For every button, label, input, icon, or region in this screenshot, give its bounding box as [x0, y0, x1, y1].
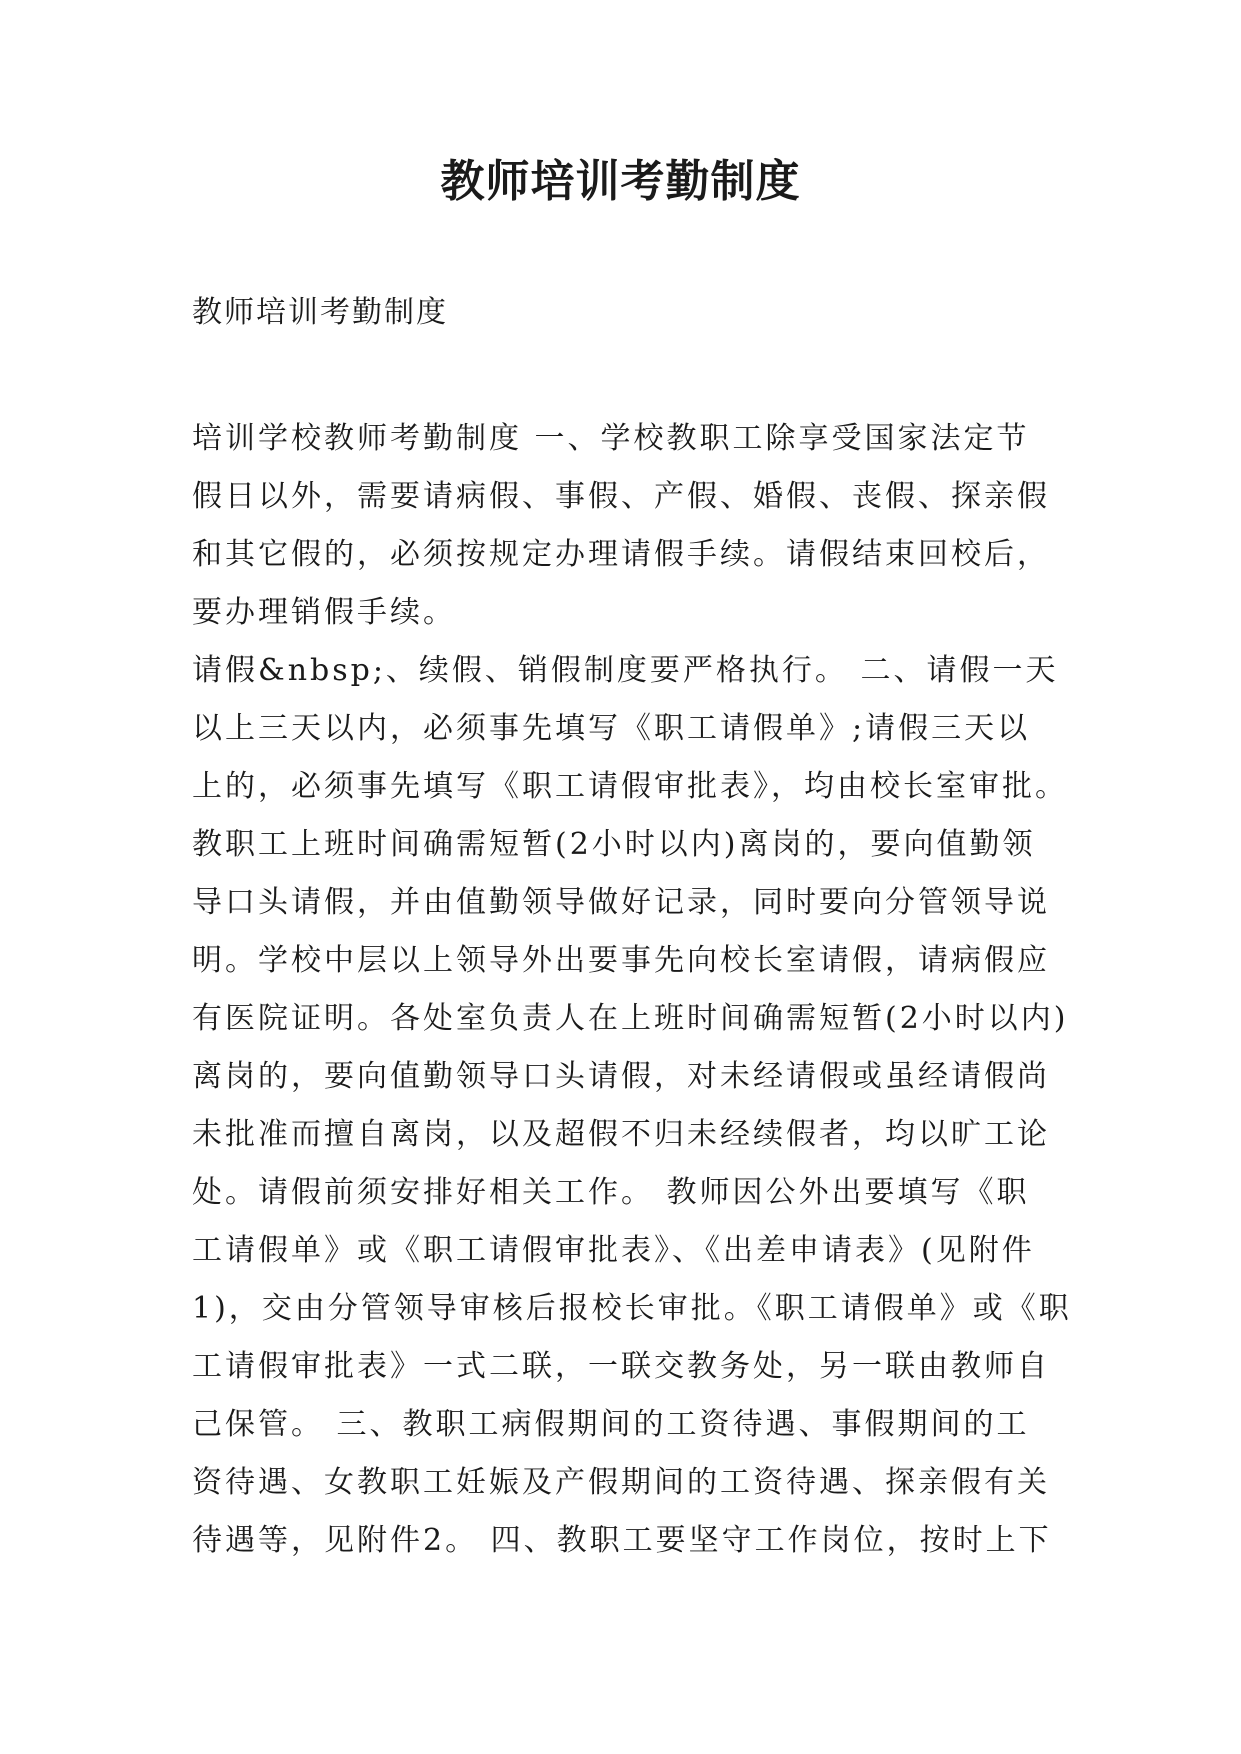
text-line: 有医院证明。各处室负责人在上班时间确需短暂(2小时以内) [192, 1001, 1069, 1036]
text-line: 上的，必须事先填写《职工请假审批表》，均由校长室审批。 [192, 769, 1068, 804]
text-line: 明。学校中层以上领导外出要事先向校长室请假，请病假应 [192, 943, 1050, 978]
document-body [192, 410, 1072, 1570]
text-line: 离岗的，要向值勤领导口头请假，对未经请假或虽经请假尚 [192, 1059, 1050, 1094]
text-line: 处。请假前须安排好相关工作。 教师因公外出要填写《职 [192, 1175, 1030, 1210]
text-line: 待遇等，见附件2。 四、教职工要坚守工作岗位，按时上下 [192, 1523, 1052, 1558]
document-title: 教师培训考勤制度 [440, 156, 801, 207]
text-line: 培训学校教师考勤制度 一、学校教职工除享受国家法定节 [192, 421, 1030, 456]
document-subtitle: 教师培训考勤制度 [192, 295, 448, 330]
text-line: 以上三天以内，必须事先填写《职工请假单》;请假三天以 [192, 711, 1031, 746]
text-line: 1)，交由分管领导审核后报校长审批。《职工请假单》或《职 [192, 1291, 1072, 1326]
text-line: 要办理销假手续。 [192, 595, 456, 630]
text-line: 导口头请假，并由值勤领导做好记录，同时要向分管领导说 [192, 885, 1050, 920]
text-line: 未批准而擅自离岗，以及超假不归未经续假者，均以旷工论 [192, 1117, 1050, 1152]
text-line: 请假&nbsp;、续假、销假制度要严格执行。 二、请假一天 [192, 653, 1059, 688]
paragraph-1 [192, 410, 1052, 642]
paragraph-2 [192, 642, 1072, 1570]
text-line: 资待遇、女教职工妊娠及产假期间的工资待遇、探亲假有关 [192, 1465, 1050, 1500]
text-line: 和其它假的，必须按规定办理请假手续。请假结束回校后， [192, 537, 1050, 572]
text-line: 假日以外，需要请病假、事假、产假、婚假、丧假、探亲假 [192, 479, 1050, 514]
text-line: 己保管。 三、教职工病假期间的工资待遇、事假期间的工 [192, 1407, 1030, 1442]
text-line: 教职工上班时间确需短暂(2小时以内)离岗的，要向值勤领 [192, 827, 1036, 862]
text-line: 工请假审批表》一式二联，一联交教务处，另一联由教师自 [192, 1349, 1050, 1384]
text-line: 工请假单》或《职工请假审批表》、《出差申请表》(见附件 [192, 1233, 1035, 1268]
